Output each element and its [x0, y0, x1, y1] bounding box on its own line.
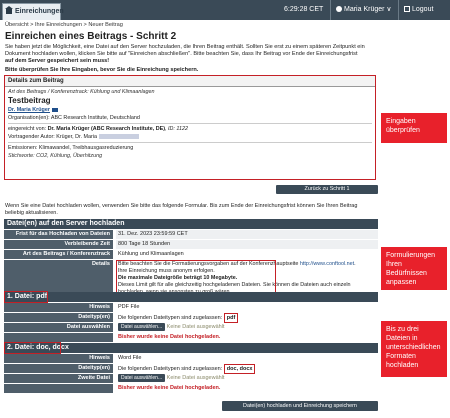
- file2-choose-row: Zweite Datei Datei auswählen... Keine Datei ausgewählt: [4, 374, 378, 383]
- file2-types-highlight: doc, docx: [224, 364, 256, 374]
- details-row: Details Bitte beachten Sie die Formatierungsvorgaben auf der Konferenzhauptseite http://www.conftool.net. Ihre Einreichung muss anonym erfolgen. Die maximale Dateigröße beträgt 10 Megabyte. Dieses Limit gilt für alle gleichzeitig hochgeladenen Dateien. Sie können die Dateien auch einzeln: [4, 260, 378, 296]
- file2-no-file: Keine Datei ausgewählt: [166, 375, 225, 381]
- logout-link[interactable]: [404, 0, 433, 20]
- file1-hint-row: Hinweis PDF File: [4, 303, 378, 312]
- divider: [330, 0, 331, 20]
- upload-and-save-button[interactable]: Datei(en) hochladen und Einreichung speichern: [222, 401, 378, 411]
- user-name: Maria Krüger: [344, 6, 385, 13]
- user-menu[interactable]: [336, 0, 392, 20]
- track-row: Art des Beitrags / Konferenztrack Kühlung und Klimaanlagen: [4, 250, 378, 259]
- submission-summary: [4, 75, 376, 180]
- remaining-row: Verbleibende Zeit 800 Tage 18 Stunden: [4, 240, 378, 249]
- file2-heading-highlight: [4, 342, 61, 354]
- intro-line: auf dem Server gespeichert sein muss!: [5, 58, 110, 64]
- details-highlight: [116, 260, 276, 296]
- file2-status-row: [4, 384, 378, 393]
- summary-title: Testbeitrag: [8, 96, 51, 105]
- intro-text: [5, 44, 365, 65]
- file1-choose-button[interactable]: Datei auswählen...: [118, 323, 165, 331]
- file2-hint-row: Hinweis Word File: [4, 354, 378, 363]
- file1-types-highlight: pdf: [224, 313, 239, 323]
- summary-submitted: eingereicht von: Dr. Maria Krüger (ABC Research Institute, DE), ID: 1122: [8, 126, 188, 132]
- file2-status: Bisher wurde keine Datei hochgeladen.: [116, 384, 378, 393]
- summary-emissions: Emissionen: Klimawandel, Treibhausgasreduzierung: [8, 145, 134, 151]
- back-to-step1-button[interactable]: Zurück zu Schritt 1: [276, 185, 378, 194]
- summary-organisation: Organisation(en): ABC Research Institute, Deutschland: [8, 115, 140, 121]
- conference-link[interactable]: http://www.conftool.net: [299, 261, 355, 267]
- top-bar: [0, 0, 450, 20]
- file1-heading: 1. Datei: pdf: [4, 292, 378, 302]
- clock-text: 6:29:28 CET: [284, 6, 324, 13]
- callout-formats: Bis zu drei Dateien in unterschiedlichen Formaten hochladen: [381, 321, 447, 377]
- deadline-row: Frist für das Hochladen von Dateien 31. Dez. 2023 23:59:59 CET: [4, 230, 378, 239]
- summary-track: Art des Beitrags / Konferenztrack: Kühlung und Klimaanlagen: [8, 89, 155, 95]
- file1-heading-highlight: [4, 291, 48, 303]
- callout-review: Eingaben überprüfen: [381, 113, 447, 143]
- file2-heading: 2. Datei: doc, docx: [4, 343, 378, 353]
- callout-requirements: Formulierungen Ihren Bedürfnissen anpassen: [381, 247, 447, 290]
- summary-keywords: Stichworte: CO2, Kühlung, Überhitzung: [8, 153, 103, 159]
- file1-types-row: Dateityp(en) Die folgenden Dateitypen sind zugelassen: pdf: [4, 313, 378, 322]
- home-icon: [6, 9, 12, 14]
- file2-choose-button[interactable]: Datei auswählen...: [118, 374, 165, 382]
- page-title: Einreichen eines Beitrags - Schritt 2: [5, 31, 177, 42]
- intro-line: Sie haben jetzt die Möglichkeit, eine Datei auf den Server hochzuladen, die Ihren Beitrag enthält. Sollten Sie erst zu einem späteren Zeitpunkt ein: [5, 44, 365, 50]
- file1-no-file: Keine Datei ausgewählt: [166, 324, 225, 330]
- email-icon[interactable]: [52, 108, 58, 112]
- redacted-block: [99, 134, 139, 139]
- divider: [398, 0, 399, 20]
- chevron-down-icon: ∨: [386, 6, 392, 13]
- tab-einreichungen[interactable]: [2, 3, 64, 20]
- file2-types-row: Dateityp(en) Die folgenden Dateitypen sind zugelassen: doc, docx: [4, 364, 378, 373]
- logout-icon: [404, 6, 410, 12]
- summary-heading: Details zum Beitrag: [5, 76, 375, 87]
- files-section-heading: Datei(en) auf den Server hochladen: [4, 219, 378, 229]
- intro-line: Dokument hochladen wollen, klicken Sie bitte auf "Einreichen abschließen". Bitte beachten Sie, dass Ihr Beitrag vor Ende der Einreichungsfrist: [5, 51, 358, 57]
- check-notice: Bitte überprüfen Sie Ihre Eingaben, bevor Sie die Einreichung speichern.: [5, 67, 199, 73]
- breadcrumb[interactable]: Übersicht > Ihre Einreichungen > Neuer Beitrag: [5, 22, 123, 28]
- file1-status: Bisher wurde keine Datei hochgeladen.: [116, 333, 378, 342]
- file1-status-row: [4, 333, 378, 342]
- user-icon: [336, 6, 342, 12]
- tab-label: Einreichungen: [15, 8, 64, 15]
- file1-choose-row: Datei auswählen Datei auswählen... Keine Datei ausgewählt: [4, 323, 378, 332]
- summary-presenter: Vortragender Autor: Krüger, Dr. Maria: [8, 133, 372, 141]
- author-link[interactable]: Dr. Maria Krüger: [8, 107, 50, 113]
- logout-label: Logout: [412, 6, 434, 13]
- upload-info: Wenn Sie eine Datei hochladen wollen, verwenden Sie bitte das folgende Formular. Bis zum Ende der Einreichungsfrist können Sie Ihren Beitrag beliebig aktualisieren.: [5, 203, 358, 216]
